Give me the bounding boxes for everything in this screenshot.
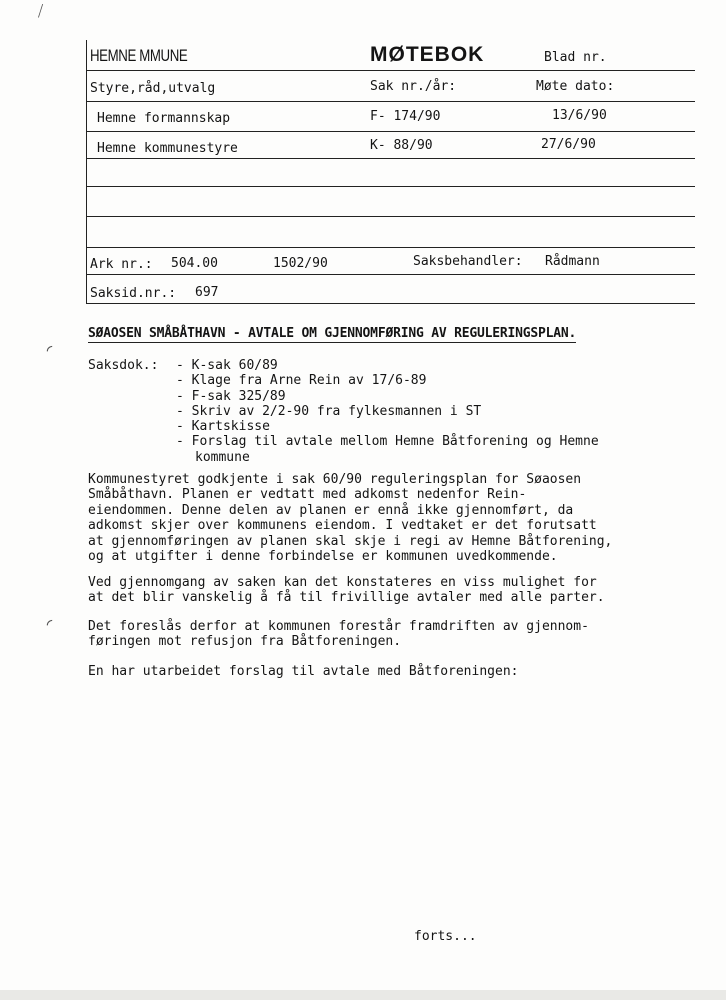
meeting-date-column-label: Møte dato: — [536, 79, 615, 94]
board-column-label: Styre,råd,utvalg — [90, 81, 216, 96]
punch-hole-mark-icon: ◜ — [44, 340, 55, 361]
body-paragraph: En har utarbeidet forslag til avtale med Båtforeningen: — [88, 664, 519, 679]
list-item: - Klage fra Arne Rein av 17/6-89 — [176, 373, 427, 389]
case-number: K- 88/90 — [370, 138, 433, 153]
board-name: Hemne kommunestyre — [97, 141, 238, 156]
punch-hole-mark-icon: ◜ — [44, 614, 55, 635]
form-divider — [87, 131, 695, 132]
form-divider — [87, 186, 695, 187]
body-paragraph: Ved gjennomgang av saken kan det konstateres en viss mulighet for at det blir vanskelig å få til frivillige avtaler med alle parter. — [88, 575, 605, 606]
form-divider — [87, 158, 695, 159]
body-paragraph: Kommunestyret godkjente i sak 60/90 reguleringsplan for Søaosen Småbåthavn. Planen er vedtatt med adkomst nedenfor Rein- eiendommen. Denne delen av planen er ennå ikke gjennomført, da adkomst skjer over kommunens eiendom. I vedtaket er det forutsatt at gjennomføringen av planen skal skje i regi av Hemne Båtforening, og at utgifter i denne forbindelse er kommunen uvedkommende. — [88, 472, 613, 565]
list-item: - F-sak 325/89 — [176, 388, 286, 404]
archive-number-label: Ark nr.: — [90, 257, 153, 272]
list-item-continuation: kommune — [195, 449, 250, 465]
case-title: SØAOSEN SMÅBÅTHAVN - AVTALE OM GJENNOMFØRING AV REGULERINGSPLAN. — [88, 326, 577, 341]
body-paragraph: Det foreslås derfor at kommunen forestår framdriften av gjennom- føringen mot refusjon fra Båtforeningen. — [88, 619, 589, 650]
case-number: F- 174/90 — [370, 109, 441, 124]
case-id: 697 — [195, 285, 219, 300]
list-item: - Kartskisse — [176, 419, 270, 435]
list-item: - Forslag til avtale mellom Hemne Båtforening og Hemne — [176, 434, 599, 450]
corner-mark-icon: ⧸ — [38, 2, 44, 20]
meeting-date: 27/6/90 — [541, 137, 596, 152]
list-item: - Skriv av 2/2-90 fra fylkesmannen i ST — [176, 403, 482, 419]
case-id-label: Saksid.nr.: — [90, 286, 177, 301]
case-documents-label: Saksdok.: — [88, 358, 159, 373]
form-divider — [87, 101, 695, 102]
sheet-number-label: Blad nr. — [544, 50, 607, 65]
list-item: - K-sak 60/89 — [176, 358, 278, 373]
archive-number: 504.00 — [171, 256, 218, 271]
form-divider — [87, 216, 695, 217]
page-edge — [0, 990, 726, 1000]
form-divider — [87, 70, 695, 71]
form-divider — [87, 303, 695, 304]
meeting-date: 13/6/90 — [552, 108, 607, 123]
document-title: MØTEBOK — [370, 43, 485, 66]
form-divider — [87, 247, 695, 248]
form-divider — [87, 274, 695, 275]
case-officer-label: Saksbehandler: — [413, 254, 523, 269]
reference-number: 1502/90 — [273, 256, 328, 271]
continued-note: forts... — [414, 929, 477, 944]
case-documents-list — [176, 358, 599, 465]
board-name: Hemne formannskap — [97, 111, 231, 126]
meeting-book-header-form — [86, 40, 695, 304]
case-officer: Rådmann — [545, 254, 600, 269]
case-number-column-label: Sak nr./år: — [370, 79, 457, 94]
municipality-name: HEMNE MMUNE — [90, 46, 188, 65]
